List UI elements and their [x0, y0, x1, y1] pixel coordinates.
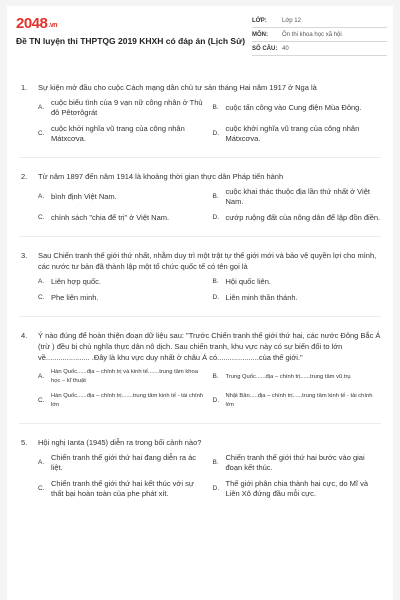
question-3 — [7, 250, 393, 303]
answer-option-d[interactable] — [213, 293, 382, 303]
option-letter: A. — [38, 373, 45, 380]
answer-option-c[interactable] — [38, 213, 207, 223]
answer-options — [38, 453, 381, 499]
option-letter: B. — [212, 278, 219, 285]
option-letter: D. — [212, 485, 219, 492]
question-text — [19, 82, 381, 93]
option-text: Liên minh thần thánh. — [225, 293, 298, 302]
option-text: Liên hợp quốc. — [51, 277, 101, 286]
question-number: 3. — [21, 251, 28, 260]
option-text: Chiến tranh thế giới thứ hai kết thúc với sự thất bại hoàn toàn của phe phát xít. — [51, 479, 194, 498]
answer-options — [38, 277, 381, 303]
option-text: cuộc khai thác thuộc địa lần thứ nhất ở Việt Nam. — [225, 187, 370, 206]
question-divider — [19, 157, 381, 158]
option-letter: B. — [212, 373, 219, 380]
meta-row — [252, 42, 387, 56]
option-text: cướp ruộng đất của nông dân để lập đồn điền. — [225, 213, 381, 222]
question-number: 1. — [21, 83, 28, 92]
answer-option-b[interactable] — [213, 453, 382, 473]
answer-option-b[interactable] — [213, 98, 382, 118]
answer-option-d[interactable] — [213, 392, 382, 410]
exam-page — [7, 6, 393, 600]
option-text: Chiến tranh thế giới thứ hai bước vào giai đoạn kết thúc. — [225, 453, 365, 472]
question-body: Sự kiện mở đầu cho cuộc Cách mạng dân chủ tư sản tháng Hai năm 1917 ở Nga là — [38, 83, 317, 92]
answer-option-c[interactable] — [38, 479, 207, 499]
answer-option-c[interactable] — [38, 124, 207, 144]
answer-option-a[interactable] — [38, 277, 207, 287]
option-text: Phe liên minh. — [51, 293, 99, 302]
question-text — [19, 171, 381, 182]
option-letter: A. — [38, 193, 45, 200]
option-letter: A. — [38, 278, 45, 285]
question-body: Từ năm 1897 đến năm 1914 là khoảng thời gian thực dân Pháp tiến hành — [38, 172, 284, 181]
option-text: cuộc tấn công vào Cung điện Mùa Đông. — [225, 103, 362, 112]
question-number: 4. — [21, 331, 28, 340]
meta-value: Ôn thi khoa học xã hội — [282, 31, 342, 38]
question-1 — [7, 82, 393, 144]
option-letter: C. — [38, 397, 45, 404]
question-divider — [19, 423, 381, 424]
question-4 — [7, 330, 393, 410]
option-text: Hàn Quốc......địa – chính trị.......trung tâm kinh tế - tài chính lớn — [51, 393, 204, 408]
option-letter: C. — [38, 294, 45, 301]
question-number: 2. — [21, 172, 28, 181]
meta-row — [252, 28, 387, 42]
meta-label: SỐ CÂU: — [252, 45, 278, 52]
option-text: Nhật Bản.....địa – chính trị......trung tâm kinh tế - tài chính lớn — [225, 393, 373, 408]
answer-option-a[interactable] — [38, 453, 207, 473]
question-body: Hội nghị Ianta (1945) diễn ra trong bối cảnh nào? — [38, 438, 202, 447]
option-text: bình định Việt Nam. — [51, 192, 117, 201]
option-letter: B. — [212, 459, 219, 466]
option-letter: D. — [212, 214, 219, 221]
answer-option-a[interactable] — [38, 98, 207, 118]
option-text: Hội quốc liên. — [225, 277, 271, 286]
answer-option-a[interactable] — [38, 187, 207, 207]
logo-suffix: .vn — [48, 22, 57, 29]
option-letter: D. — [212, 397, 219, 404]
answer-option-b[interactable] — [213, 187, 382, 207]
answer-option-c[interactable] — [38, 392, 207, 410]
option-letter: B. — [212, 104, 219, 111]
exam-title: Đề TN luyện thi THPTQG 2019 KHXH có đáp án (Lịch Sử) — [16, 36, 246, 46]
question-number: 5. — [21, 438, 28, 447]
option-letter: D. — [212, 130, 219, 137]
option-letter: C. — [38, 130, 45, 137]
meta-label: MÔN: — [252, 31, 268, 38]
option-text: Hàn Quốc......địa – chính trị và kinh tế.......trung tâm khoa học – kĩ thuật — [51, 369, 198, 384]
option-letter: A. — [38, 459, 45, 466]
option-letter: D. — [212, 294, 219, 301]
option-text: chính sách "chia để trị" ở Việt Nam. — [51, 213, 170, 222]
page-header — [7, 6, 393, 64]
option-letter: C. — [38, 485, 45, 492]
option-letter: B. — [212, 193, 219, 200]
meta-row — [252, 14, 387, 28]
answer-options — [38, 368, 381, 410]
question-text — [19, 437, 381, 448]
option-letter: A. — [38, 104, 45, 111]
answer-option-b[interactable] — [213, 368, 382, 386]
question-text — [19, 330, 381, 363]
option-text: cuộc biểu tình của 9 vạn nữ công nhân ở Thủ đô Pêtơrôgrát — [51, 98, 203, 117]
answer-option-d[interactable] — [213, 479, 382, 499]
question-divider — [19, 236, 381, 237]
answer-options — [38, 187, 381, 223]
logo-text: 2048 — [16, 15, 48, 32]
option-letter: C. — [38, 214, 45, 221]
option-text: cuộc khởi nghĩa vũ trang của công nhân Mátxcơva. — [225, 124, 360, 143]
question-body: Sau Chiến tranh thế giới thứ nhất, nhằm duy trì một trật tự thế giới mới và bảo vệ quyền lợi cho mình, các nước tư bản đã thành lập một tổ chức quốc tế có tên gọi là — [38, 251, 377, 271]
exam-meta-table — [252, 14, 387, 56]
option-text: Chiến tranh thế giới thứ hai đang diễn ra ác liệt. — [51, 453, 197, 472]
question-2 — [7, 171, 393, 223]
meta-value: Lớp 12 — [282, 17, 301, 24]
meta-label: LỚP: — [252, 17, 267, 24]
answer-option-a[interactable] — [38, 368, 207, 386]
question-divider — [19, 316, 381, 317]
meta-value: 40 — [282, 45, 289, 52]
option-text: Trung Quốc......địa – chính trị......trung tâm vũ trụ — [225, 373, 351, 380]
answer-option-b[interactable] — [213, 277, 382, 287]
answer-options — [38, 98, 381, 144]
answer-option-c[interactable] — [38, 293, 207, 303]
option-text: cuộc khởi nghĩa vũ trang của công nhân Mátxcơva. — [51, 124, 185, 143]
answer-option-d[interactable] — [213, 124, 382, 144]
site-logo[interactable] — [16, 15, 57, 32]
question-list — [7, 82, 393, 512]
question-text — [19, 250, 381, 272]
answer-option-d[interactable] — [213, 213, 382, 223]
question-body: Ý nào đúng để hoàn thiện đoạn dữ liệu sau: "Trước Chiến tranh thế giới thứ hai, các nước Đông Bắc Á (trừ ) đều bị chủ nghĩa thực dân nô dịch. Sau chiến tranh, khu vực này có sự biến đổi to lớn về..................... .Đây là khu vực duy nhất ở châu Á có....................của thế giới." — [38, 331, 381, 362]
question-5 — [7, 437, 393, 499]
option-text: Thế giới phân chia thành hai cực, do Mĩ và Liên Xô đứng đầu mỗi cực. — [225, 479, 369, 498]
